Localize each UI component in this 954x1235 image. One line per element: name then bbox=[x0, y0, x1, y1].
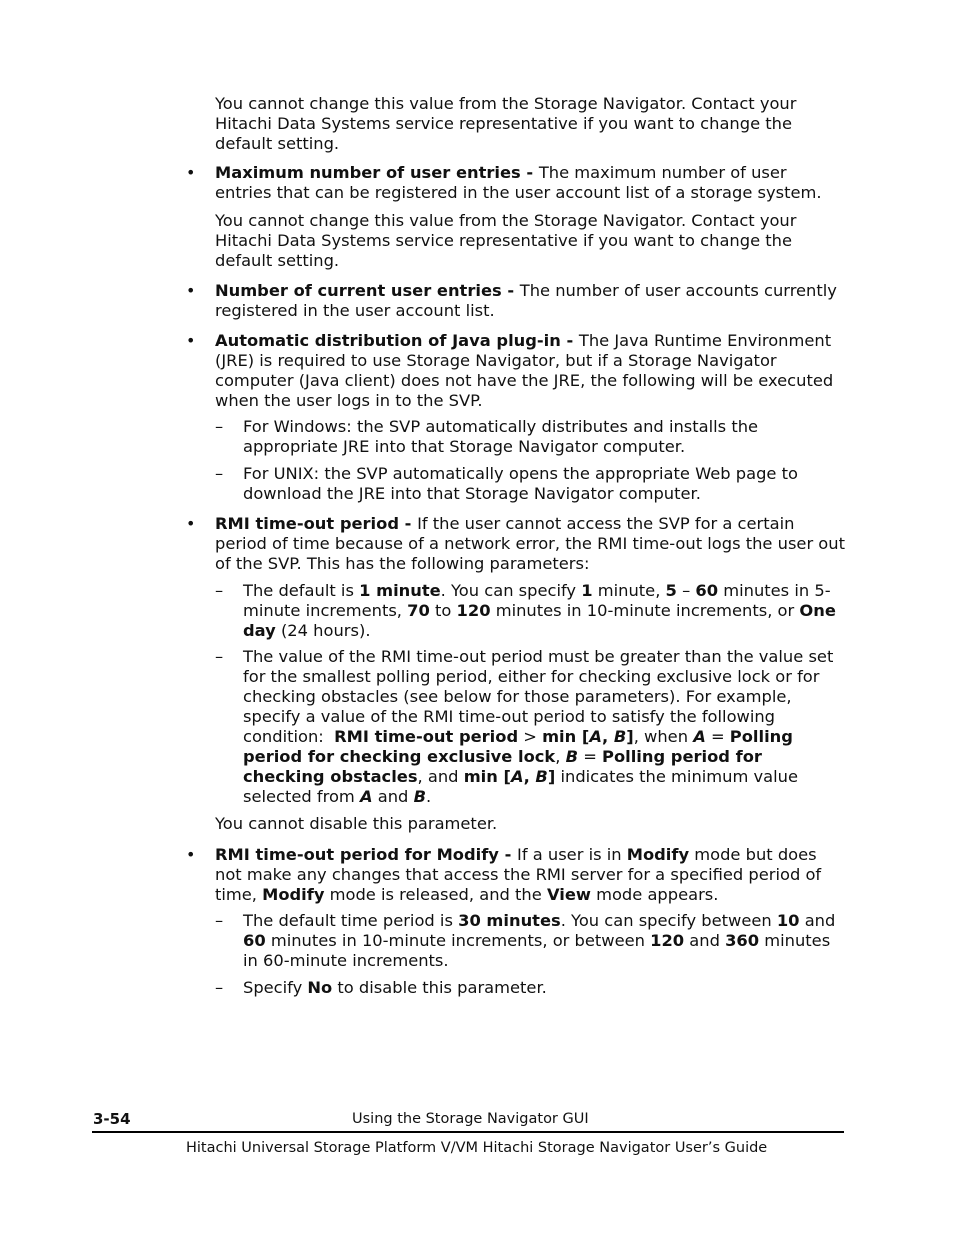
dash-marker: – bbox=[215, 911, 224, 930]
bullet-marker: • bbox=[186, 331, 196, 350]
bullet-label: RMI time-out period for Modify - bbox=[215, 845, 518, 864]
rmi-note: You cannot disable this parameter. bbox=[215, 814, 498, 833]
bullet-text: If the user cannot access the SVP for a certain period of time because of a network error, the RMI time-out logs the user out of the SVP. This has the following parameters: bbox=[215, 514, 845, 573]
section-title: Using the Storage Navigator GUI bbox=[352, 1111, 589, 1127]
intro-paragraph: You cannot change this value from the Storage Navigator. Contact your Hitachi Data Systems service representative if you want to change the default setting. bbox=[215, 94, 797, 153]
guide-title: Hitachi Universal Storage Platform V/VM Hitachi Storage Navigator User’s Guide bbox=[186, 1140, 768, 1156]
bullet-text: The number of user accounts currently registered in the user account list. bbox=[215, 281, 837, 320]
footer-divider bbox=[92, 1131, 844, 1133]
rmi-condition-item: The value of the RMI time-out period must be greater than the value set for the smallest polling period, either for checking exclusive lock or for checking obstacles (see below for those parameters). For example, specify a value of the RMI time-out period to satisfy the following condition: RMI time-out period > min [A, B], when A = Polling period for checking exclusive lock, B = Polling period for checking obstacles, and min [A, B] indicates the minimum value selected from A and B. bbox=[243, 647, 834, 806]
dash-marker: – bbox=[215, 647, 224, 666]
bullet-marker: • bbox=[186, 281, 196, 300]
bullet-marker: • bbox=[186, 163, 196, 182]
bullet-label: Maximum number of user entries - bbox=[215, 163, 539, 182]
dash-marker: – bbox=[215, 978, 224, 997]
bullet-rmi-timeout bbox=[215, 514, 845, 574]
page-number: 3-54 bbox=[93, 1110, 131, 1128]
bullet-rmi-modify: RMI time-out period for Modify - If a user is in Modify mode but does not make any changes that access the RMI server for a specified period of time, Modify mode is released, and the View mode appears. bbox=[215, 845, 822, 904]
bullet-marker: • bbox=[186, 845, 196, 864]
dash-marker: – bbox=[215, 417, 224, 436]
bullet-current-user-entries bbox=[215, 281, 845, 321]
dash-marker: – bbox=[215, 581, 224, 600]
rmi-modify-default-item: The default time period is 30 minutes. You can specify between 10 and 60 minutes in 10-minute increments, or between 120 and 360 minutes in 60-minute increments. bbox=[243, 911, 836, 970]
rmi-default-item: The default is 1 minute. You can specify 1 minute, 5 – 60 minutes in 5-minute increments, 70 to 120 minutes in 10-minute increments, or One day (24 hours). bbox=[243, 581, 836, 640]
dash-marker: – bbox=[215, 464, 224, 483]
java-unix-item: For UNIX: the SVP automatically opens the appropriate Web page to download the JRE into that Storage Navigator computer. bbox=[243, 464, 798, 503]
rmi-modify-disable-item: Specify No to disable this parameter. bbox=[243, 978, 547, 997]
bullet-label: Automatic distribution of Java plug-in - bbox=[215, 331, 579, 350]
bullet-text: The Java Runtime Environment (JRE) is required to use Storage Navigator, but if a Storage Navigator computer (Java client) does not have the JRE, the following will be executed when the user logs in to the SVP. bbox=[215, 331, 834, 410]
bullet-label: RMI time-out period - bbox=[215, 514, 418, 533]
bullet-java-plugin bbox=[215, 331, 845, 411]
bullet-text: The maximum number of user entries that can be registered in the user account list of a storage system. bbox=[215, 163, 822, 202]
bullet-label: Number of current user entries - bbox=[215, 281, 520, 300]
max-user-note: You cannot change this value from the Storage Navigator. Contact your Hitachi Data Systems service representative if you want to change the default setting. bbox=[215, 211, 797, 270]
java-windows-item: For Windows: the SVP automatically distributes and installs the appropriate JRE into that Storage Navigator computer. bbox=[243, 417, 759, 456]
bullet-max-user-entries bbox=[215, 163, 845, 203]
bullet-marker: • bbox=[186, 514, 196, 533]
